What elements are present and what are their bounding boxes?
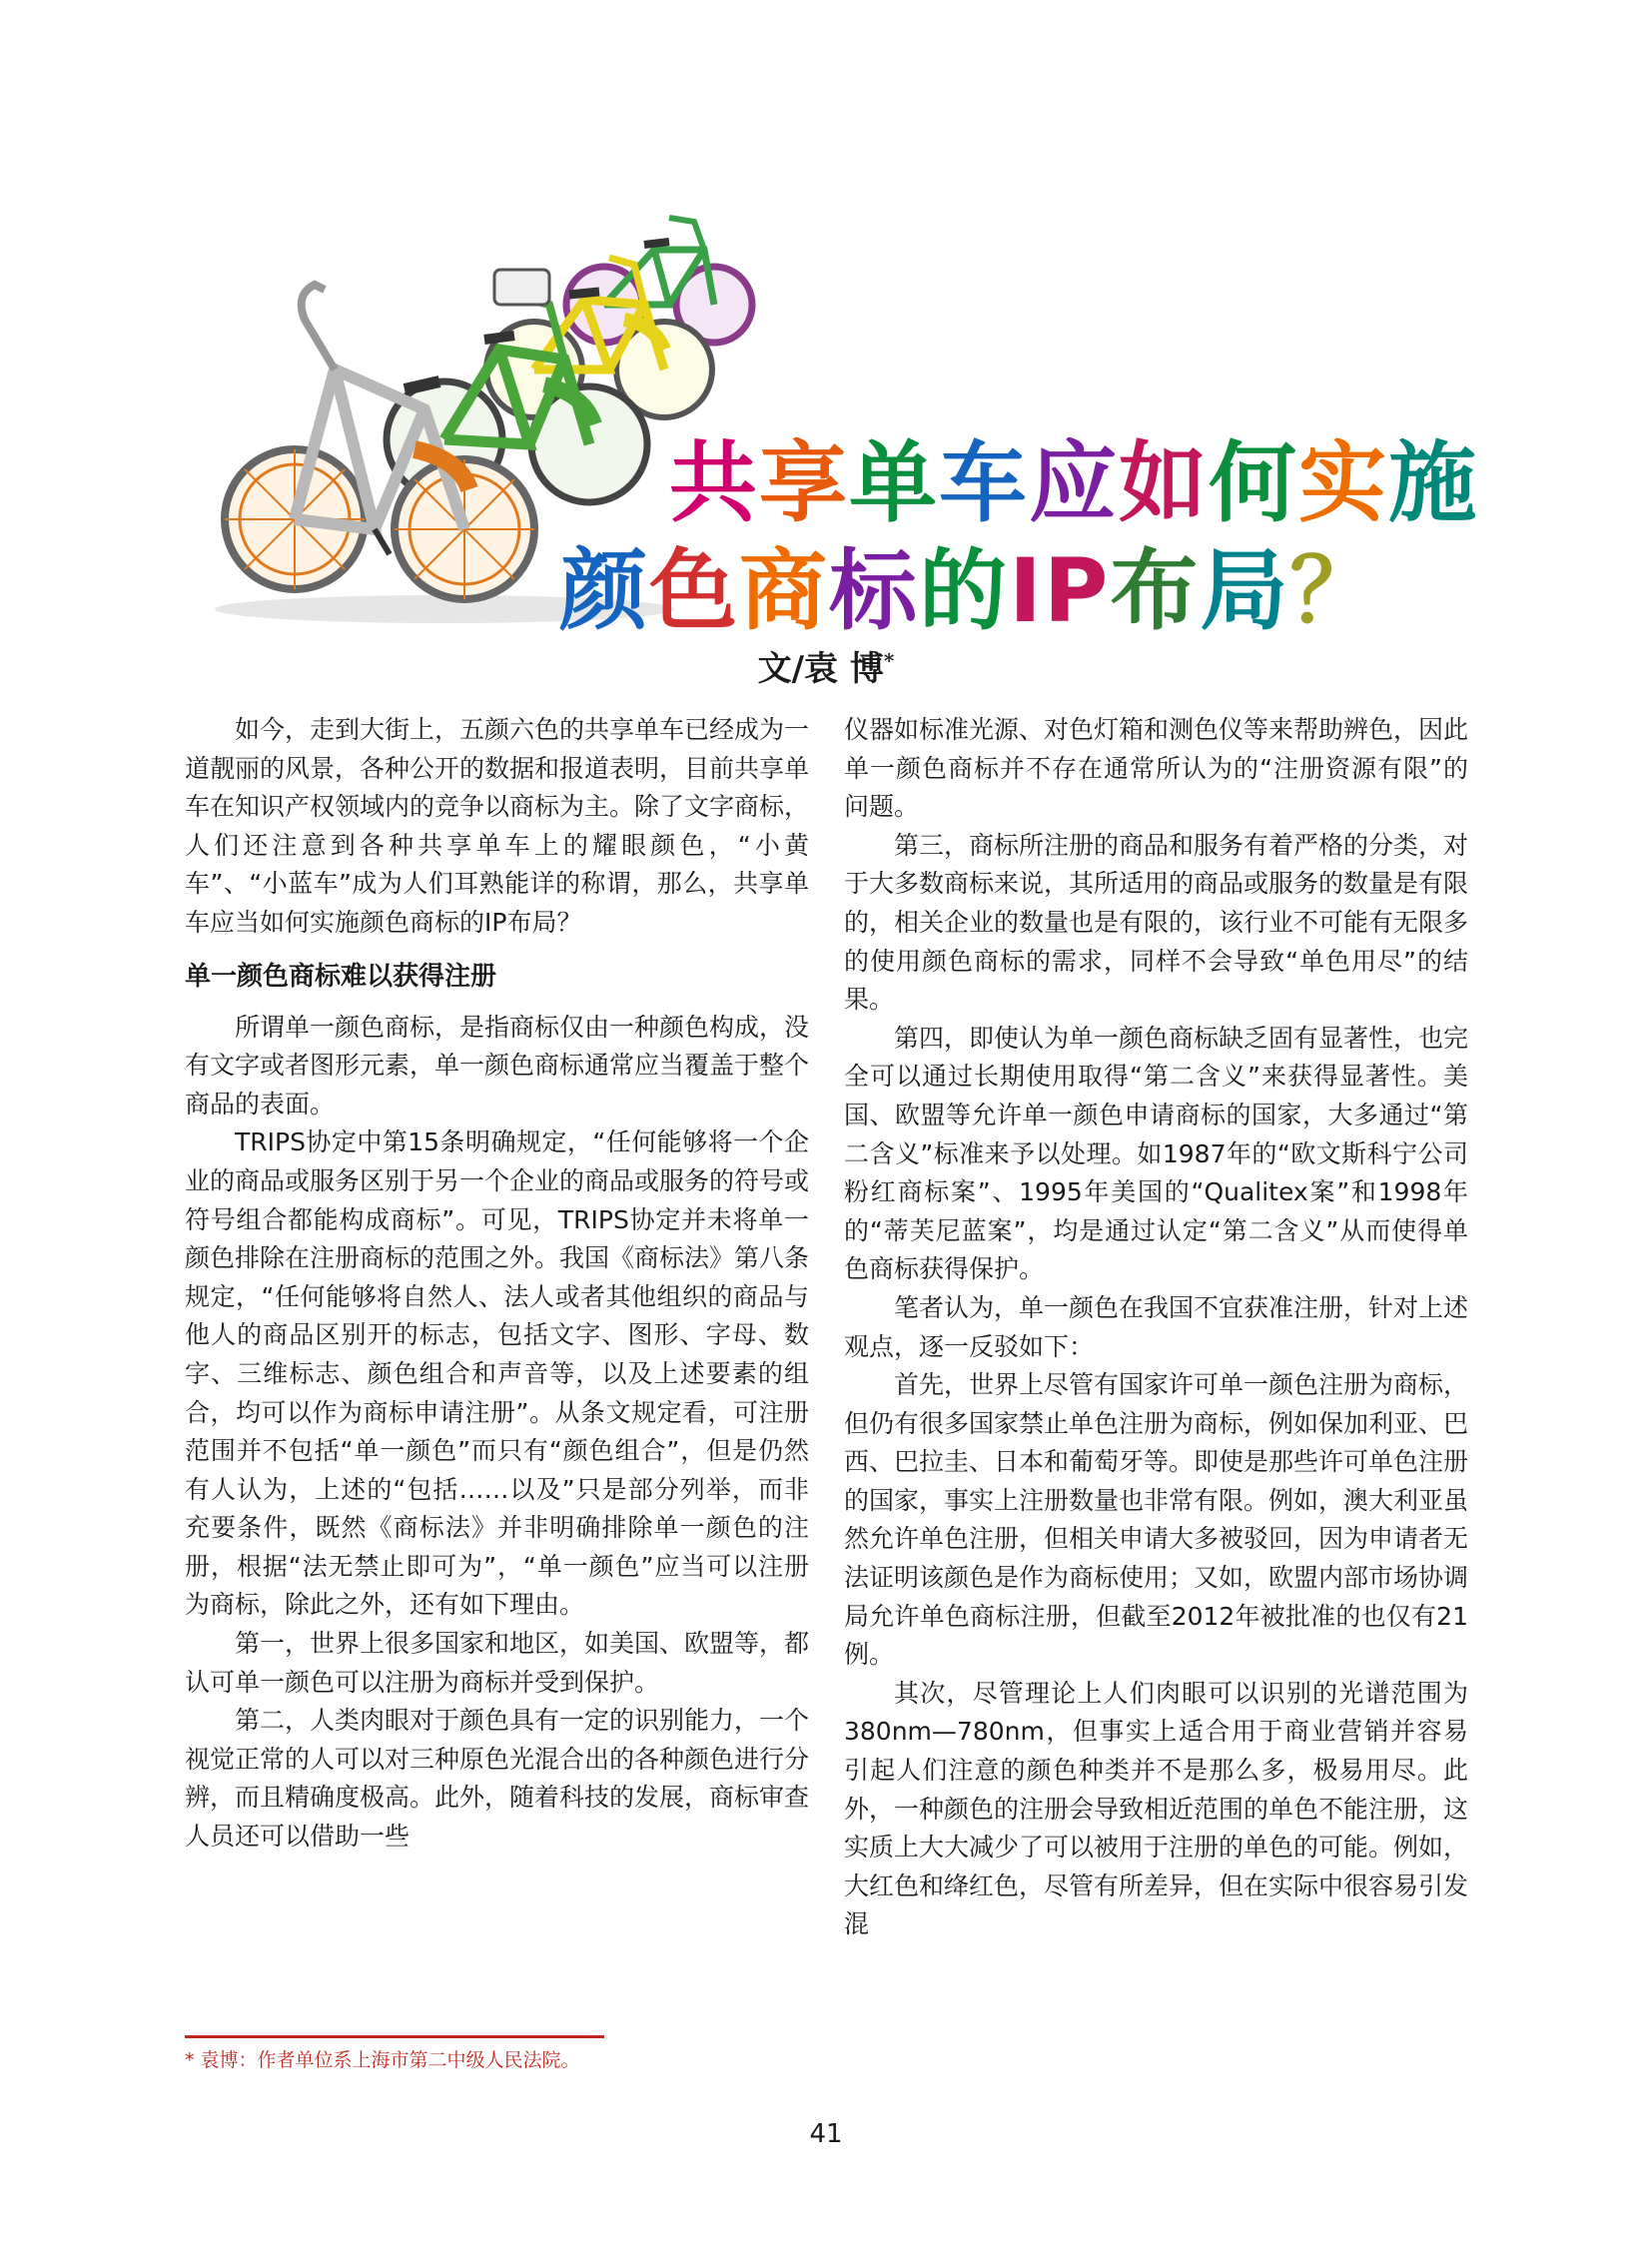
page-number: 41 xyxy=(809,2119,843,2149)
title-char: 享 xyxy=(759,431,850,534)
left-column xyxy=(185,711,809,1857)
title-char: 应 xyxy=(1029,431,1120,534)
right-column xyxy=(844,711,1468,1944)
title-char: 何 xyxy=(1209,431,1299,534)
paragraph: 首先，世界上尽管有国家许可单一颜色注册为商标，但仍有很多国家禁止单色注册为商标，例如保加利亚、巴西、巴拉圭、日本和葡萄牙等。即使是那些许可单色注册的国家，事实上注册数量也非常有限。例如，澳大利亚虽然允许单色注册，但相关申请大多被驳回，因为申请者无法证明该颜色是作为商标使用；又如，欧盟内部市场协调局允许单色商标注册，但截至2012年被批准的也仅有21例。 xyxy=(844,1370,1469,1670)
paragraph-continued: 仪器如标准光源、对色灯箱和测色仪等来帮助辨色，因此单一颜色商标并不存在通常所认为的“注册资源有限”的问题。 xyxy=(844,715,1469,822)
paragraph: 第二，人类肉眼对于颜色具有一定的识别能力，一个视觉正常的人可以对三种原色光混合出的各种颜色进行分辨，而且精确度极高。此外，随着科技的发展，商标审查人员还可以借助一些 xyxy=(185,1706,810,1852)
byline xyxy=(0,641,1652,690)
paragraph: TRIPS协定中第15条明确规定，“任何能够将一个企业的商品或服务区别于另一个企业的商品或服务的符号或符号组合都能构成商标”。可见，TRIPS协定并未将单一颜色排除在注册商标的范围之外。我国《商标法》第八条规定，“任何能够将自然人、法人或者其他组织的商品与他人的商品区别开的标志，包括文字、图形、字母、数字、三维标志、颜色组合和声音等，以及上述要素的组合，均可以作为商标申请注册”。从条文规定看，可注册范围并不包括“单一颜色”而只有“颜色组合”，但是仍然有人认为，上述的“包括……以及”只是部分列举，而非充要条件，既然《商标法》并非明确排除单一颜色的注册，根据“法无禁止即可为”，“单一颜色”应当可以注册为商标，除此之外，还有如下理由。 xyxy=(185,1127,810,1620)
paragraph: 笔者认为，单一颜色在我国不宜获准注册，针对上述观点，逐一反驳如下： xyxy=(844,1292,1469,1361)
title-char: ？ xyxy=(1289,539,1380,642)
title-char: 实 xyxy=(1298,431,1389,534)
title-char: IP xyxy=(1009,539,1111,642)
article-title xyxy=(539,429,1538,645)
paragraph: 其次，尽管理论上人们肉眼可以识别的光谱范围为380nm—780nm，但事实上适合用于商业营销并容易引起人们注意的颜色种类并不是那么多，极易用尽。此外，一种颜色的注册会导致相近范围的单色不能注册，这实质上大大减少了可以被用于注册的单色的可能。例如，大红色和绛红色，尽管有所差异，但在实际中很容易引发混 xyxy=(844,1678,1469,1939)
footnote-divider xyxy=(185,2035,604,2038)
title-char: 单 xyxy=(849,431,940,534)
paragraph: 所谓单一颜色商标，是指商标仅由一种颜色构成，没有文字或者图形元素，单一颜色商标通常应当覆盖于整个商品的表面。 xyxy=(185,1012,810,1119)
title-char: 布 xyxy=(1110,539,1201,642)
title-char: 商 xyxy=(739,539,830,642)
title-char: 局 xyxy=(1200,539,1290,642)
title-char: 色 xyxy=(649,539,740,642)
title-line-2 xyxy=(539,537,1538,645)
title-char: 颜 xyxy=(559,539,650,642)
paragraph: 第一，世界上很多国家和地区，如美国、欧盟等，都认可单一颜色可以注册为商标并受到保护。 xyxy=(185,1629,810,1697)
title-char: 施 xyxy=(1388,431,1479,534)
title-char: 车 xyxy=(939,431,1030,534)
title-char: 标 xyxy=(829,539,920,642)
paragraph: 第四，即使认为单一颜色商标缺乏固有显著性，也完全可以通过长期使用取得“第二含义”来获得显著性。美国、欧盟等允许单一颜色申请商标的国家，大多通过“第二含义”标准来予以处理。如1987年的“欧文斯科宁公司粉红商标案”、1995年美国的“Qualitex案”和1998年的“蒂芙尼蓝案”，均是通过认定“第二含义”从而使得单色商标获得保护。 xyxy=(844,1023,1469,1284)
paragraph: 第三，商标所注册的商品和服务有着严格的分类，对于大多数商标来说，其所适用的商品或服务的数量是有限的，相关企业的数量也是有限的，该行业不可能有无限多的使用颜色商标的需求，同样不会导致“单色用尽”的结果。 xyxy=(844,830,1469,1015)
footnote: * 袁博：作者单位系上海市第二中级人民法院。 xyxy=(185,2049,580,2071)
title-char: 的 xyxy=(919,539,1010,642)
title-line-1 xyxy=(539,429,1538,537)
intro-paragraph: 如今，走到大街上，五颜六色的共享单车已经成为一道靓丽的风景，各种公开的数据和报道表明，目前共享单车在知识产权领域内的竞争以商标为主。除了文字商标，人们还注意到各种共享单车上的耀眼颜色，“小黄车”、“小蓝车”成为人们耳熟能详的称谓，那么，共享单车应当如何实施颜色商标的IP布局？ xyxy=(185,715,810,937)
title-char: 共 xyxy=(669,431,760,534)
byline-footnote-mark: * xyxy=(883,648,895,673)
section-heading: 单一颜色商标难以获得注册 xyxy=(185,961,497,992)
title-char: 如 xyxy=(1119,431,1210,534)
byline-author: 文/袁 博 xyxy=(757,649,884,689)
